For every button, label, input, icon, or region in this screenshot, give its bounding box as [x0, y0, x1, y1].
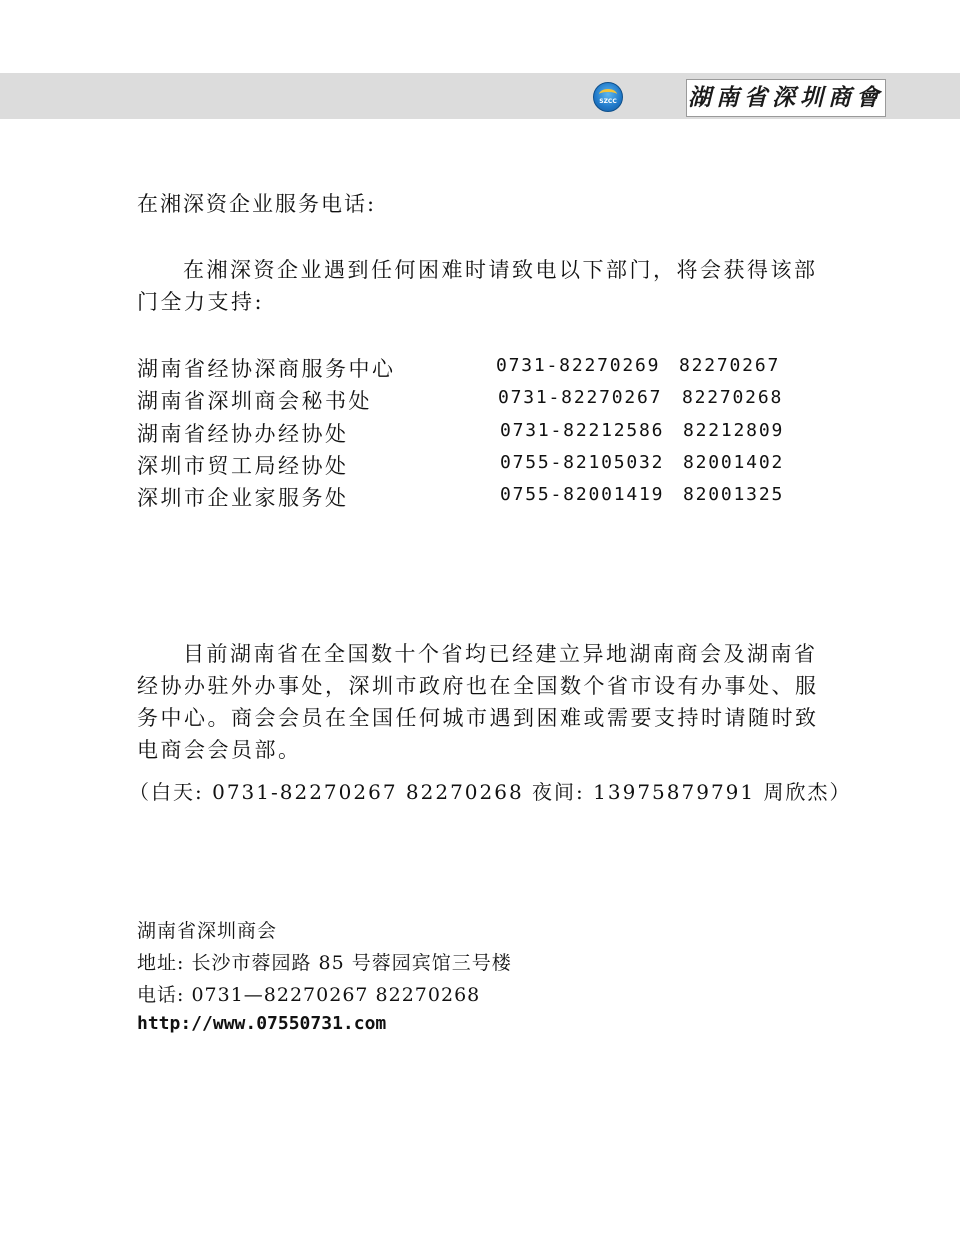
department-phone-alt: 82212809 — [683, 420, 785, 441]
footer-address: 地址: 长沙市蓉园路 85 号蓉园宾馆三号楼 — [137, 952, 512, 974]
department-phone: 0755-82001419 — [500, 484, 665, 505]
department-phone-alt: 82001402 — [683, 452, 785, 473]
section-heading: 在湘深资企业服务电话: — [137, 192, 377, 216]
department-name: 湖南省经协办经协处 — [137, 422, 349, 446]
intro-paragraph — [137, 254, 818, 318]
department-phone-alt: 82270268 — [682, 387, 784, 408]
notice-line-1: 目前湖南省在全国数十个省均已经建立异地湖南商会及湖南省 — [183, 642, 818, 666]
department-phone: 0731-82212586 — [500, 420, 665, 441]
notice-line-4: 电商会会员部。 — [137, 738, 302, 762]
footer-url-link[interactable]: http://www.07550731.com — [137, 1013, 387, 1034]
notice-line-2: 经协办驻外办事处，深圳市政府也在全国数个省市设有办事处、服 — [137, 674, 819, 698]
department-phone: 0731-82270269 — [496, 355, 661, 376]
notice-line-3: 务中心。商会会员在全国任何城市遇到困难或需要支持时请随时致 — [137, 706, 819, 730]
brand-title: 湖南省深圳商會 — [686, 79, 886, 117]
department-phone-alt: 82001325 — [683, 484, 785, 505]
footer-org: 湖南省深圳商会 — [137, 920, 278, 942]
notice-paragraph — [137, 638, 819, 766]
department-phone-alt: 82270267 — [679, 355, 781, 376]
intro-line-2: 门全力支持: — [137, 290, 265, 314]
department-phone: 0731-82270267 — [498, 387, 663, 408]
department-phone: 0755-82105032 — [500, 452, 665, 473]
department-name: 深圳市贸工局经协处 — [137, 454, 349, 478]
logo-text: SZCC — [599, 98, 617, 105]
intro-line-1: 在湘深资企业遇到任何困难时请致电以下部门，将会获得该部 — [183, 258, 818, 282]
footer-phone: 电话: 0731—82270267 82270268 — [137, 984, 481, 1006]
hotline-contact: （白天: 0731-82270267 82270268 夜间: 13975879791 周欣杰） — [129, 780, 852, 804]
department-name: 深圳市企业家服务处 — [137, 486, 349, 510]
department-name: 湖南省深圳商会秘书处 — [137, 389, 372, 413]
department-name: 湖南省经协深商服务中心 — [137, 357, 396, 381]
szcc-logo-icon — [593, 82, 623, 112]
